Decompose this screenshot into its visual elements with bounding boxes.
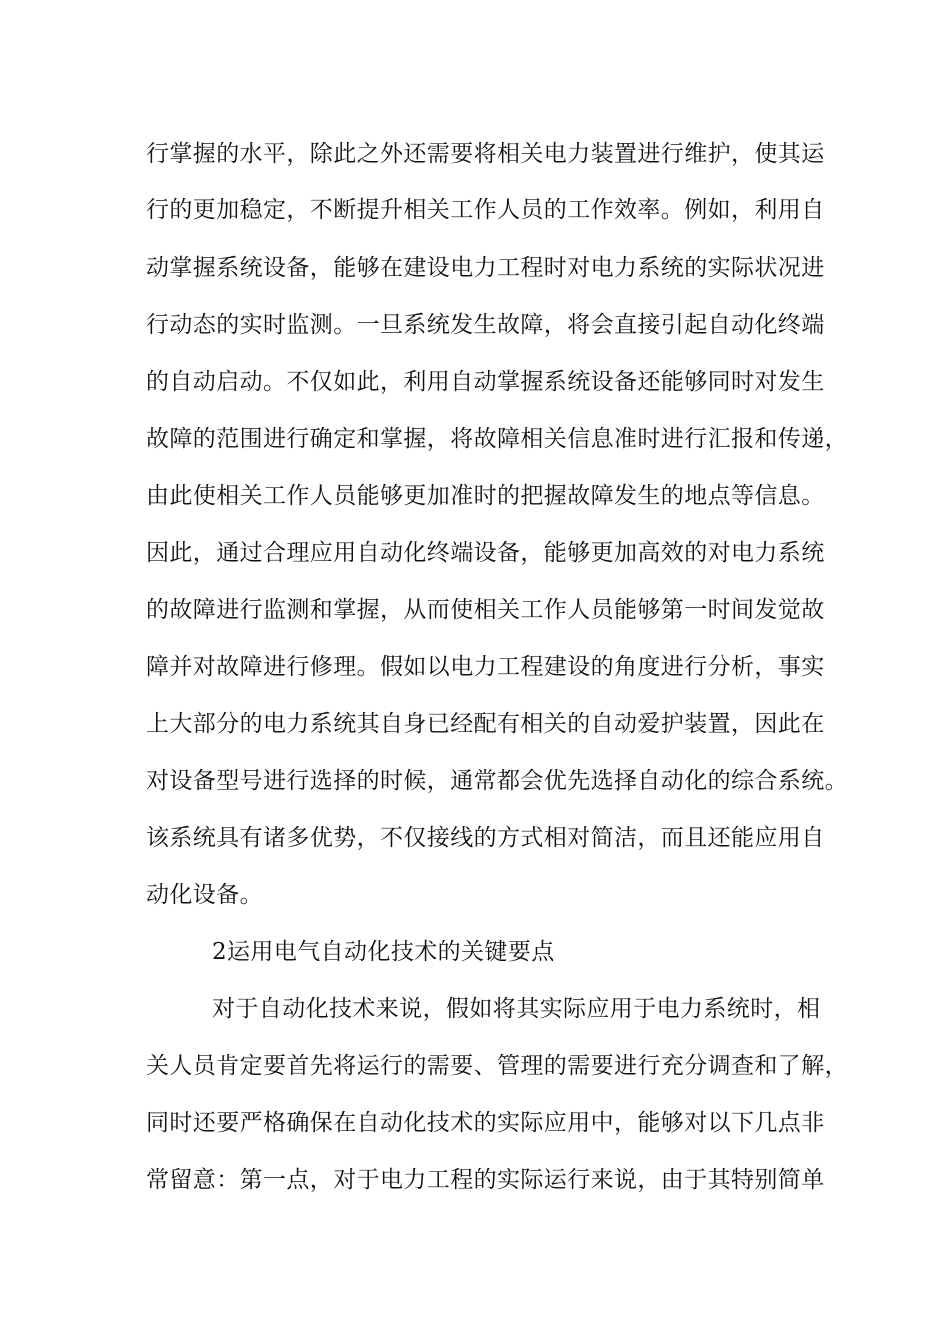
section-heading: 2运用电气自动化技术的关键要点 bbox=[212, 939, 555, 965]
text-line: 对设备型号进行选择的时候，通常都会优先选择自动化的综合系统。 bbox=[146, 768, 848, 794]
text-line: 该系统具有诸多优势，不仅接线的方式相对简洁，而且还能应用自 bbox=[146, 825, 825, 851]
paragraph-first-line: 对于自动化技术来说，假如将其实际应用于电力系统时，相 bbox=[212, 996, 821, 1022]
text-line: 的自动启动。不仅如此，利用自动掌握系统设备还能够同时对发生 bbox=[146, 369, 825, 395]
text-line: 行动态的实时监测。一旦系统发生故障，将会直接引起自动化终端 bbox=[146, 312, 825, 338]
text-line: 障并对故障进行修理。假如以电力工程建设的角度进行分析，事实 bbox=[146, 654, 825, 680]
text-line: 由此使相关工作人员能够更加准时的把握故障发生的地点等信息。 bbox=[146, 483, 825, 509]
text-line: 动化设备。 bbox=[146, 882, 263, 908]
text-line: 动掌握系统设备，能够在建设电力工程时对电力系统的实际状况进 bbox=[146, 255, 825, 281]
text-line: 行的更加稳定，不断提升相关工作人员的工作效率。例如，利用自 bbox=[146, 197, 825, 223]
text-line: 的故障进行监测和掌握，从而使相关工作人员能够第一时间发觉故 bbox=[146, 597, 825, 623]
text-line: 上大部分的电力系统其自身已经配有相关的自动爱护装置，因此在 bbox=[146, 711, 825, 737]
text-line: 故障的范围进行确定和掌握，将故障相关信息准时进行汇报和传递， bbox=[146, 426, 848, 452]
text-line: 行掌握的水平，除此之外还需要将相关电力装置进行维护，使其运 bbox=[146, 141, 825, 167]
text-line: 关人员肯定要首先将运行的需要、管理的需要进行充分调查和了解， bbox=[146, 1053, 848, 1079]
text-line: 因此，通过合理应用自动化终端设备，能够更加高效的对电力系统 bbox=[146, 540, 825, 566]
text-line: 同时还要严格确保在自动化技术的实际应用中，能够对以下几点非 bbox=[146, 1110, 825, 1136]
text-line: 常留意：第一点，对于电力工程的实际运行来说，由于其特别简单 bbox=[146, 1167, 825, 1193]
